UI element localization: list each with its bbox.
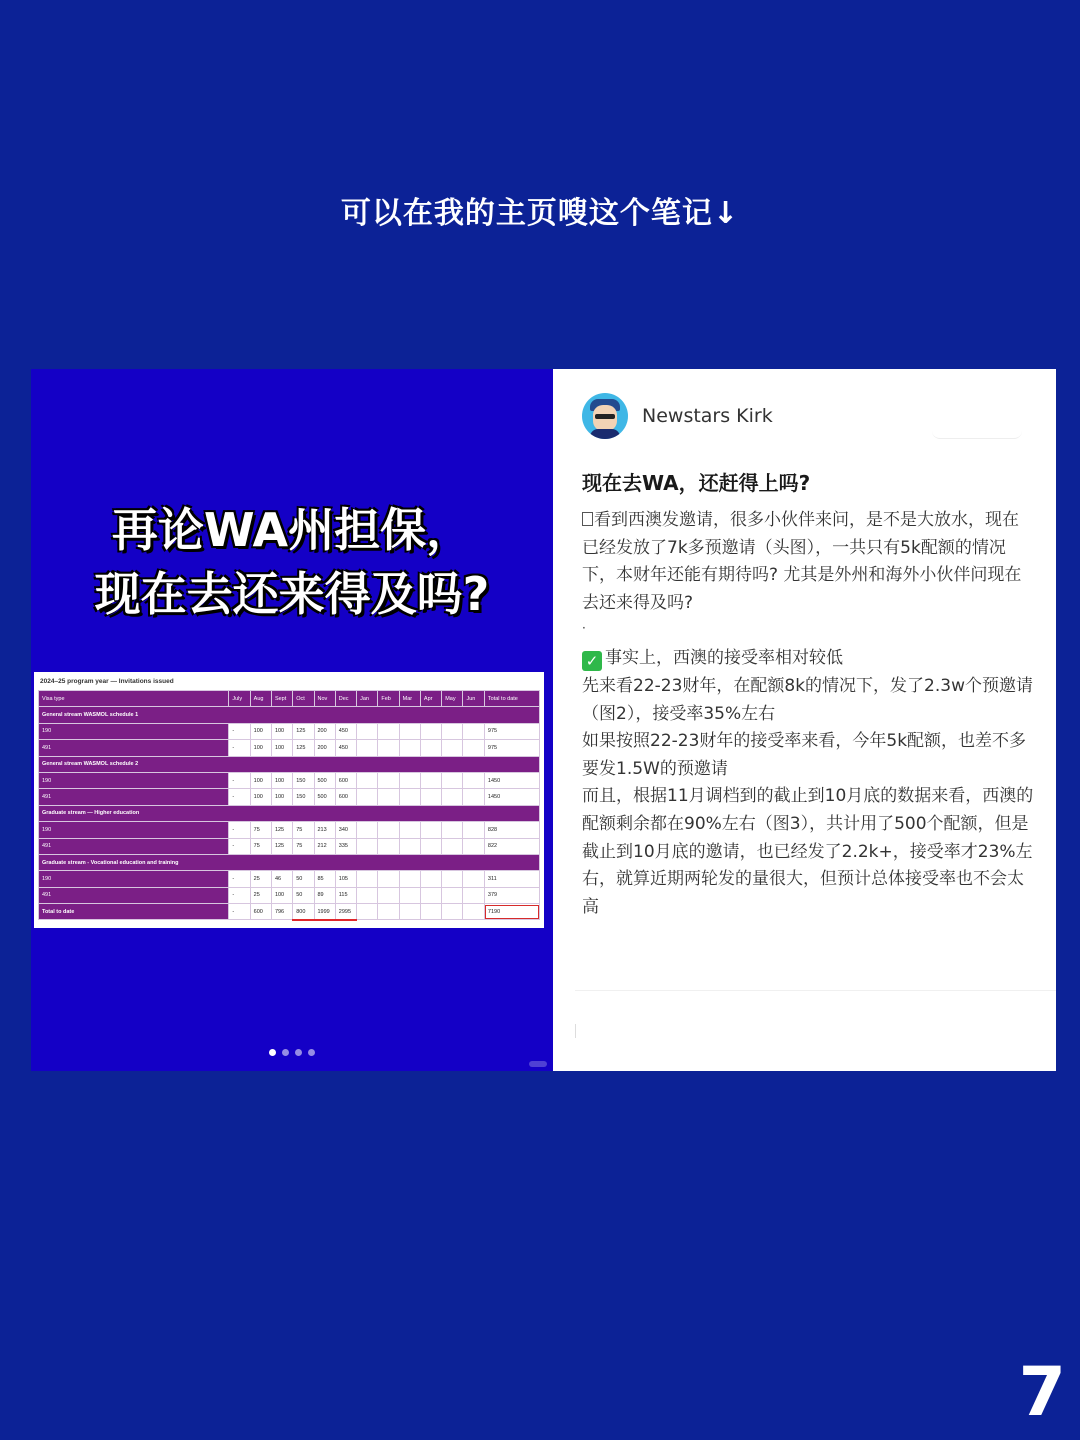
value-cell bbox=[463, 723, 484, 739]
value-cell: 100 bbox=[250, 789, 271, 805]
value-cell bbox=[378, 887, 399, 903]
page-number: 7 bbox=[1018, 1353, 1066, 1432]
post-paragraph: 而且，根据11月调档到的截止到10月底的数据来看，西澳的配额剩余都在90%左右（图3），共计用了500个配额，但是截止到10月底的邀请，也已经发了2.2k+，接受率才23%左右，就算近期两轮发的量很大，但预计总体接受率也不会太高 bbox=[582, 786, 1034, 917]
value-cell: 75 bbox=[250, 838, 271, 854]
value-cell bbox=[399, 789, 420, 805]
visa-cell: 190 bbox=[39, 822, 229, 838]
value-cell bbox=[357, 772, 378, 788]
value-cell bbox=[420, 838, 441, 854]
value-cell bbox=[463, 822, 484, 838]
column-header: Visa type bbox=[39, 691, 229, 707]
table-row bbox=[39, 822, 540, 838]
value-cell bbox=[463, 838, 484, 854]
column-header: May bbox=[442, 691, 463, 707]
avatar[interactable] bbox=[582, 393, 628, 439]
value-cell: - bbox=[229, 838, 250, 854]
corner-mark bbox=[529, 1061, 547, 1067]
value-cell bbox=[442, 740, 463, 756]
post-paragraph: ✓ 事实上，西澳的接受率相对较低 bbox=[582, 645, 1034, 673]
post-body bbox=[582, 507, 1034, 921]
table-row bbox=[39, 871, 540, 887]
total-cell: 828 bbox=[484, 822, 539, 838]
table-row bbox=[39, 723, 540, 739]
value-cell bbox=[378, 838, 399, 854]
value-cell: 600 bbox=[335, 772, 356, 788]
carousel-indicator[interactable] bbox=[31, 1041, 553, 1060]
value-cell bbox=[463, 789, 484, 805]
table-row bbox=[39, 838, 540, 854]
value-cell: 100 bbox=[271, 789, 292, 805]
value-cell: 75 bbox=[250, 822, 271, 838]
value-cell: 340 bbox=[335, 822, 356, 838]
value-cell: 200 bbox=[314, 740, 335, 756]
group-row bbox=[39, 805, 540, 821]
total-cell: 975 bbox=[484, 740, 539, 756]
value-cell bbox=[420, 887, 441, 903]
post-paragraph: 看到西澳发邀请，很多小伙伴来问，是不是大放水，现在已经发放了7k多预邀请（头图），一共只有5k配额的情况下，本财年还能有期待吗? 尤其是外州和海外小伙伴问现在去还来得及吗? bbox=[582, 510, 1022, 613]
post-paragraph: 先来看22-23财年，在配额8k的情况下，发了2.3w个预邀请（图2），接受率35%左右 bbox=[582, 675, 1033, 724]
column-header: Total to date bbox=[484, 691, 539, 707]
value-cell: - bbox=[229, 822, 250, 838]
post-paragraph: · bbox=[582, 621, 586, 636]
group-row bbox=[39, 756, 540, 772]
value-cell: 100 bbox=[271, 723, 292, 739]
value-cell bbox=[463, 871, 484, 887]
value-cell: - bbox=[229, 887, 250, 903]
text-cursor bbox=[575, 1024, 576, 1038]
value-cell: - bbox=[229, 871, 250, 887]
value-cell bbox=[378, 723, 399, 739]
value-cell bbox=[463, 887, 484, 903]
value-cell: 335 bbox=[335, 838, 356, 854]
column-header: Apr bbox=[420, 691, 441, 707]
carousel-dot[interactable] bbox=[295, 1049, 302, 1056]
value-cell: 796 bbox=[271, 904, 292, 920]
value-cell: 89 bbox=[314, 887, 335, 903]
value-cell bbox=[399, 904, 420, 920]
value-cell bbox=[442, 789, 463, 805]
value-cell: 200 bbox=[314, 723, 335, 739]
value-cell: 100 bbox=[250, 723, 271, 739]
value-cell: 115 bbox=[335, 887, 356, 903]
table-row bbox=[39, 789, 540, 805]
value-cell bbox=[442, 772, 463, 788]
value-cell bbox=[442, 904, 463, 920]
value-cell: 100 bbox=[250, 740, 271, 756]
total-row bbox=[39, 904, 540, 920]
value-cell: 450 bbox=[335, 740, 356, 756]
total-cell: 311 bbox=[484, 871, 539, 887]
column-header: July bbox=[229, 691, 250, 707]
column-header: Nov bbox=[314, 691, 335, 707]
cover-title-line2: 现在去还来得及吗? bbox=[94, 567, 490, 621]
follow-button-shadow bbox=[932, 429, 1022, 439]
page-caption: 可以在我的主页嗖这个笔记↓ bbox=[340, 196, 740, 231]
value-cell bbox=[463, 772, 484, 788]
value-cell: 2995 bbox=[335, 904, 356, 920]
visa-cell: 190 bbox=[39, 723, 229, 739]
column-header: Feb bbox=[378, 691, 399, 707]
group-name: Graduate stream — Higher education bbox=[39, 805, 540, 821]
column-header: Mar bbox=[399, 691, 420, 707]
group-name: General stream WASMOL schedule 1 bbox=[39, 707, 540, 723]
value-cell bbox=[399, 887, 420, 903]
table-row bbox=[39, 772, 540, 788]
group-row bbox=[39, 707, 540, 723]
value-cell bbox=[399, 838, 420, 854]
value-cell bbox=[378, 789, 399, 805]
group-name: General stream WASMOL schedule 2 bbox=[39, 756, 540, 772]
value-cell: 85 bbox=[314, 871, 335, 887]
column-header: Aug bbox=[250, 691, 271, 707]
value-cell bbox=[357, 822, 378, 838]
value-cell: 150 bbox=[293, 772, 314, 788]
value-cell: 100 bbox=[271, 887, 292, 903]
value-cell: 150 bbox=[293, 789, 314, 805]
table-title: 2024–25 program year — Invitations issued bbox=[40, 678, 174, 685]
carousel-dot[interactable] bbox=[282, 1049, 289, 1056]
value-cell: 125 bbox=[271, 822, 292, 838]
invitations-table bbox=[38, 690, 540, 921]
carousel-dot[interactable] bbox=[308, 1049, 315, 1056]
value-cell bbox=[357, 723, 378, 739]
value-cell bbox=[442, 838, 463, 854]
value-cell: 600 bbox=[335, 789, 356, 805]
value-cell bbox=[399, 871, 420, 887]
table-row bbox=[39, 887, 540, 903]
group-row bbox=[39, 854, 540, 870]
visa-cell: 491 bbox=[39, 789, 229, 805]
visa-cell: 491 bbox=[39, 887, 229, 903]
value-cell: 105 bbox=[335, 871, 356, 887]
total-cell: 822 bbox=[484, 838, 539, 854]
value-cell bbox=[378, 772, 399, 788]
carousel-dot[interactable] bbox=[269, 1049, 276, 1056]
value-cell: - bbox=[229, 904, 250, 920]
value-cell: 500 bbox=[314, 789, 335, 805]
visa-cell: 190 bbox=[39, 772, 229, 788]
column-header: Sept bbox=[271, 691, 292, 707]
divider bbox=[575, 990, 1056, 991]
value-cell: 125 bbox=[293, 723, 314, 739]
value-cell bbox=[420, 740, 441, 756]
value-cell bbox=[378, 740, 399, 756]
value-cell: 125 bbox=[271, 838, 292, 854]
value-cell bbox=[357, 838, 378, 854]
total-cell: 1450 bbox=[484, 789, 539, 805]
table-row bbox=[39, 740, 540, 756]
visa-cell: 491 bbox=[39, 838, 229, 854]
value-cell: 100 bbox=[271, 772, 292, 788]
value-cell bbox=[442, 723, 463, 739]
column-header: Dec bbox=[335, 691, 356, 707]
total-cell: 379 bbox=[484, 887, 539, 903]
value-cell bbox=[357, 740, 378, 756]
value-cell: 500 bbox=[314, 772, 335, 788]
value-cell bbox=[420, 904, 441, 920]
post-content bbox=[553, 369, 1056, 1071]
value-cell: 125 bbox=[293, 740, 314, 756]
table-header-row bbox=[39, 691, 540, 707]
total-cell: 1450 bbox=[484, 772, 539, 788]
value-cell bbox=[378, 871, 399, 887]
value-cell bbox=[442, 822, 463, 838]
group-name: Graduate stream - Vocational education and training bbox=[39, 854, 540, 870]
value-cell bbox=[378, 822, 399, 838]
value-cell: 600 bbox=[250, 904, 271, 920]
value-cell bbox=[420, 822, 441, 838]
value-cell: 50 bbox=[293, 887, 314, 903]
column-header: Jun bbox=[463, 691, 484, 707]
visa-cell: Total to date bbox=[39, 904, 229, 920]
value-cell: 75 bbox=[293, 838, 314, 854]
missing-glyph-icon bbox=[582, 512, 593, 526]
value-cell: 450 bbox=[335, 723, 356, 739]
value-cell bbox=[378, 904, 399, 920]
value-cell bbox=[357, 887, 378, 903]
value-cell bbox=[420, 789, 441, 805]
value-cell: 46 bbox=[271, 871, 292, 887]
value-cell bbox=[442, 871, 463, 887]
value-cell: 212 bbox=[314, 838, 335, 854]
value-cell: 100 bbox=[250, 772, 271, 788]
value-cell: - bbox=[229, 789, 250, 805]
author-info[interactable] bbox=[582, 393, 773, 439]
column-header: Jan bbox=[357, 691, 378, 707]
author-name[interactable]: Newstars Kirk bbox=[642, 405, 773, 427]
column-header: Oct bbox=[293, 691, 314, 707]
value-cell bbox=[399, 772, 420, 788]
value-cell: 75 bbox=[293, 822, 314, 838]
value-cell bbox=[399, 723, 420, 739]
visa-cell: 491 bbox=[39, 740, 229, 756]
post-title: 现在去WA，还赶得上吗? bbox=[582, 471, 811, 495]
total-cell: 975 bbox=[484, 723, 539, 739]
grand-total-cell: 7190 bbox=[484, 904, 539, 920]
post-paragraph: 如果按照22-23财年的接受率来看，今年5k配额，也差不多要发1.5W的预邀请 bbox=[582, 731, 1027, 779]
value-cell bbox=[463, 904, 484, 920]
value-cell bbox=[399, 740, 420, 756]
value-cell: - bbox=[229, 723, 250, 739]
value-cell: 50 bbox=[293, 871, 314, 887]
value-cell bbox=[357, 904, 378, 920]
value-cell: 213 bbox=[314, 822, 335, 838]
value-cell: 100 bbox=[271, 740, 292, 756]
value-cell bbox=[357, 789, 378, 805]
value-cell: 1999 bbox=[314, 904, 335, 920]
value-cell: - bbox=[229, 772, 250, 788]
cover-image[interactable] bbox=[31, 369, 553, 1071]
post-card bbox=[31, 369, 1056, 1071]
value-cell: - bbox=[229, 740, 250, 756]
invitations-table-screenshot bbox=[34, 672, 544, 928]
value-cell bbox=[420, 871, 441, 887]
value-cell bbox=[420, 723, 441, 739]
cover-title-line1: 再论WA州担保， bbox=[111, 503, 473, 557]
value-cell: 25 bbox=[250, 887, 271, 903]
value-cell: 800 bbox=[293, 904, 314, 920]
visa-cell: 190 bbox=[39, 871, 229, 887]
value-cell bbox=[399, 822, 420, 838]
value-cell bbox=[420, 772, 441, 788]
value-cell bbox=[463, 740, 484, 756]
value-cell bbox=[442, 887, 463, 903]
check-mark-icon: ✓ bbox=[582, 651, 602, 671]
value-cell: 25 bbox=[250, 871, 271, 887]
value-cell bbox=[357, 871, 378, 887]
